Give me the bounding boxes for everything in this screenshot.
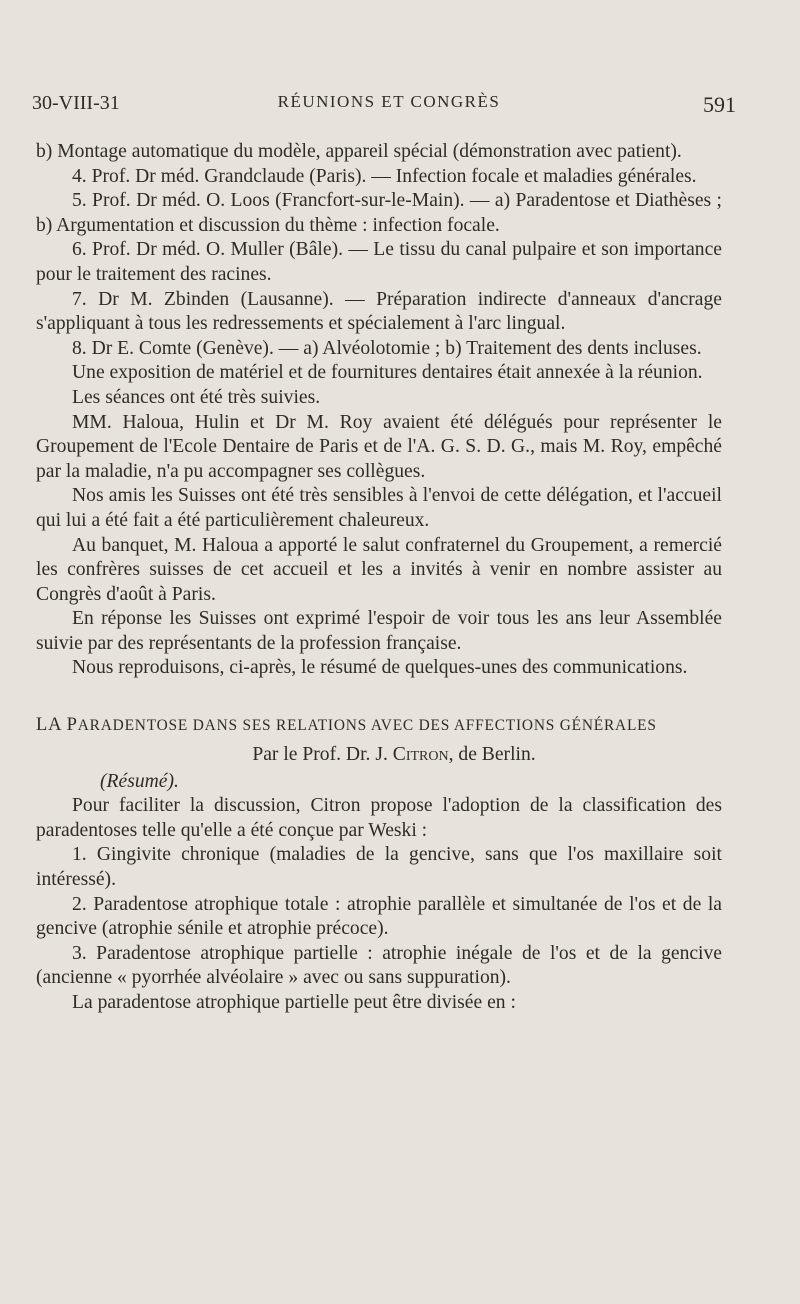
list-item-4: 4. Prof. Dr méd. Grandclaude (Paris). — Infection focale et maladies générales. — [72, 165, 697, 187]
list-item-5: 5. Prof. Dr méd. O. Loos (Francfort-sur-le-Main). — a) Paradentose et Diathèses ; b) Argumentation et discussion du thème : infection focale. — [36, 190, 722, 236]
paragraph-suisses: Nos amis les Suisses ont été très sensibles à l'envoi de cette délégation, et l'accueil qui lui a été fait a été particulièrement chaleureux. — [36, 485, 722, 531]
byline-suffix: , de Berlin. — [448, 744, 536, 766]
classification-item-3: 3. Paradentose atrophique partielle : atrophie inégale de l'os et de la gencive (ancienne « pyorrhée alvéolaire » avec ou sans suppuration). — [36, 942, 722, 989]
classification-item-1: 1. Gingivite chronique (maladies de la gencive, sans que l'os maxillaire soit intéressé). — [36, 844, 722, 891]
section-heading-rest: ARADENTOSE DANS SES RELATIONS AVEC DES AFFECTIONS GÉNÉRALES — [77, 717, 657, 735]
section-heading-initial: LA P — [36, 715, 78, 736]
paragraph-montage: b) Montage automatique du modèle, appareil spécial (démonstration avec patient). — [36, 141, 682, 162]
classification-item-2: 2. Paradentose atrophique totale : atrophie parallèle et simultanée de l'os et de la gencive (atrophie sénile et atrophie précoce). — [36, 893, 722, 940]
paragraph-exposition: Une exposition de matériel et de fournitures dentaires était annexée à la réunion. — [72, 362, 703, 384]
paragraph-intro: Pour faciliter la discussion, Citron propose l'adoption de la classification des paradentoses telle qu'elle a été conçue par Weski : — [36, 795, 722, 841]
byline-author: Citron — [392, 744, 449, 766]
list-item-6: 6. Prof. Dr méd. O. Muller (Bâle). — Le tissu du canal pulpaire et son importance pour le traitement des racines. — [36, 239, 722, 285]
resume-label: (Résumé). — [100, 770, 179, 792]
paragraph-reproduisons: Nous reproduisons, ci-après, le résumé de quelques-unes des communications. — [72, 657, 688, 679]
page-body — [36, 140, 722, 1016]
header-title: RÉUNIONS ET CONGRÈS — [277, 92, 501, 111]
list-item-7: 7. Dr M. Zbinden (Lausanne). — Préparation indirecte d'anneaux d'ancrage s'appliquant à tous les redressements et spécialement à l'arc lingual. — [36, 288, 722, 335]
paragraph-partielle: La paradentose atrophique partielle peut être divisée en : — [72, 992, 516, 1013]
page-number: 591 — [703, 92, 736, 117]
section-heading — [36, 713, 722, 738]
paragraph-reponse: En réponse les Suisses ont exprimé l'espoir de voir tous les ans leur Assemblée suivie par des représentants de la profession française. — [36, 608, 722, 654]
paragraph-banquet: Au banquet, M. Haloua a apporté le salut confraternel du Groupement, a remercié les confrères suisses de cet accueil et les a invités à venir en nombre assister au Congrès d'août à Paris. — [36, 534, 722, 605]
list-item-8: 8. Dr E. Comte (Genève). — a) Alvéolotomie ; b) Traitement des dents incluses. — [72, 337, 702, 359]
header-date: 30-VIII-31 — [32, 92, 120, 114]
section-byline — [36, 743, 722, 768]
paragraph-seances: Les séances ont été très suivies. — [72, 386, 321, 408]
byline-prefix: Par le Prof. Dr. J. — [252, 744, 393, 766]
running-header — [32, 92, 736, 118]
paragraph-delegues: MM. Haloua, Hulin et Dr M. Roy avaient été délégués pour représenter le Groupement de l'Ecole Dentaire de Paris et de l'A. G. S. D. G., mais M. Roy, empêché par la maladie, n'a pu accompagner ses collègues. — [36, 411, 722, 482]
